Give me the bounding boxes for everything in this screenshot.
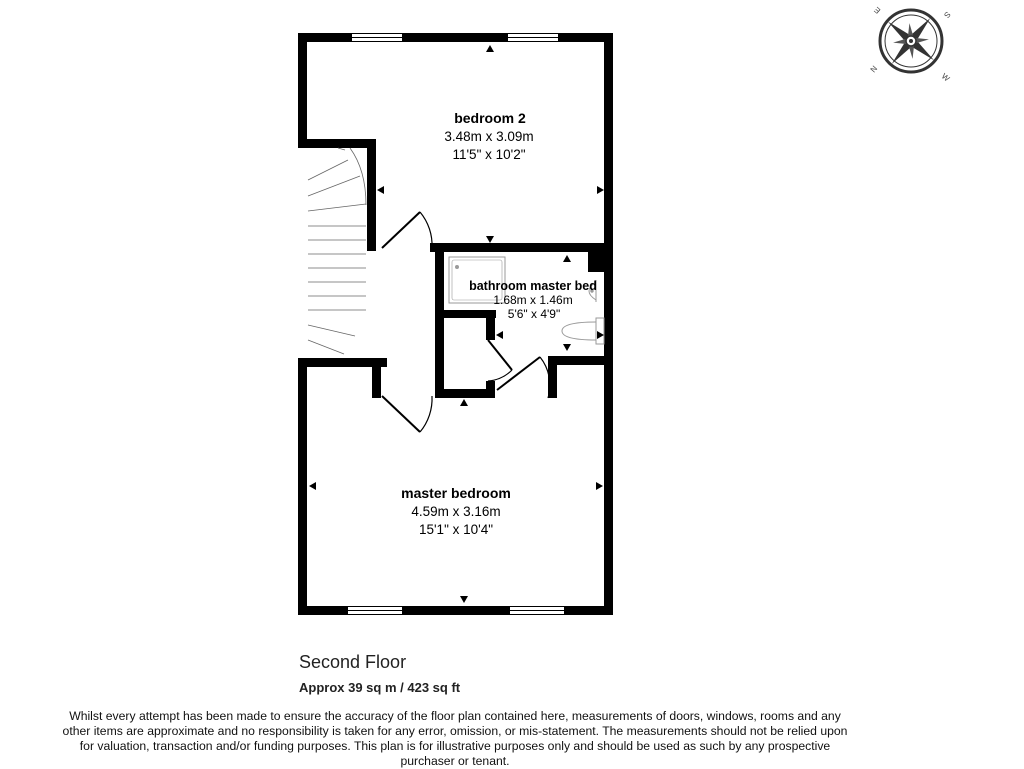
compass-n: N [868,64,880,75]
disclaimer-text: Whilst every attempt has been made to ensure the accuracy of the floor plan contained here, measurements of doors, windows, rooms and any other items are approximate and no responsibility is taken for any error, omission, or mis-statement. The measurements should not be relied upon for valuation, transaction and/or funding purposes. This plan is for illustrative purposes only and should be used as such by any prospective purchaser or tenant. [62,709,848,768]
master-name: master bedroom [401,485,511,501]
stair-top-wall [298,139,375,148]
left-wall-lower [298,358,307,615]
right-wall [604,33,613,615]
compass-w: W [939,71,952,84]
room-labels [401,110,597,537]
window-bottom-right [510,607,564,614]
cupboard-right-wall-lower [486,381,495,398]
compass-s: S [942,9,953,20]
master-imperial: 15'1" x 10'4" [418,522,494,537]
bedroom2-metric: 3.48m x 3.09m [444,129,534,144]
door-bedroom2 [382,212,432,248]
stair-right-wall [367,139,376,251]
floor-title: Second Floor [299,652,407,672]
bottom-wall [298,606,613,615]
window-top-left [352,34,402,41]
bathroom-left-wall [435,243,444,398]
bathroom-metric: 1.68m x 1.46m [493,293,573,307]
top-wall [298,33,613,42]
door-cupboard [488,340,512,381]
bathroom-pillar [588,250,606,272]
stair-treads [308,148,366,354]
door-master-left [382,396,432,432]
bedroom2-imperial: 11'5" x 10'2" [452,147,526,162]
window-bottom-left [348,607,402,614]
bathroom-name: bathroom master bed [469,279,597,293]
floor-area: Approx 39 sq m / 423 sq ft [299,680,461,695]
toilet [562,318,604,344]
door-bathroom [497,357,550,398]
bedroom2-bottom-wall [430,243,613,252]
master-metric: 4.59m x 3.16m [411,504,501,519]
bedroom2-name: bedroom 2 [454,110,526,126]
bathroom-bottom-wall [548,356,613,365]
compass-e: E [872,5,883,16]
stairwell [298,139,387,398]
window-top-right [508,34,558,41]
cupboard-right-wall-upper [486,310,495,340]
compass-icon [869,5,953,84]
left-wall-upper [298,33,307,139]
bathroom-imperial: 5'6" x 4'9" [507,307,561,321]
